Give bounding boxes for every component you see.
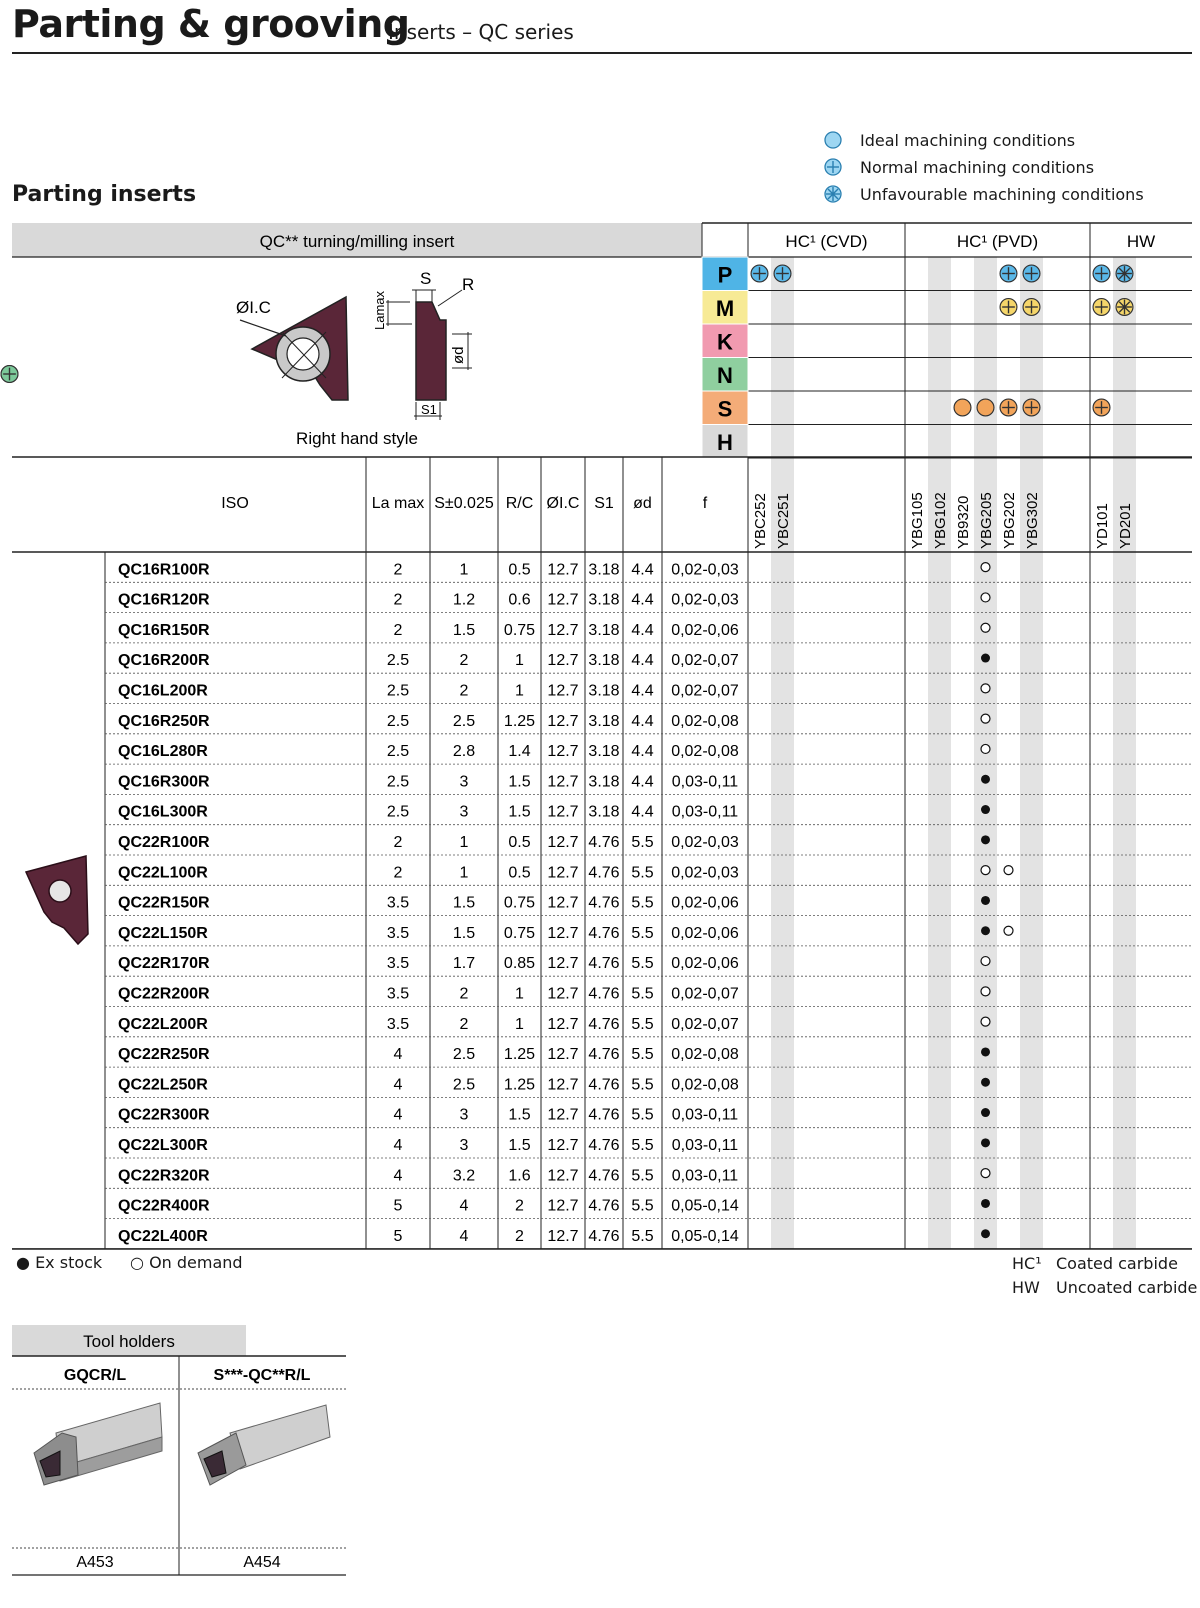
row-ic: 12.7 — [547, 894, 579, 912]
section-title: Parting inserts — [12, 182, 197, 207]
row-s1: 4.76 — [588, 834, 620, 851]
row-la: 5 — [393, 1197, 403, 1215]
row-s: 1.5 — [452, 894, 476, 912]
legend-normal-label: Normal machining conditions — [860, 157, 1095, 177]
row-la: 2.5 — [386, 682, 410, 700]
row-ic: 12.7 — [547, 834, 579, 851]
row-s1: 3.18 — [588, 773, 620, 791]
material-letter-M: M — [715, 296, 735, 321]
normal-condition-icon — [1000, 299, 1017, 316]
ex-stock-mark — [981, 896, 990, 905]
column-header-s: S±0.025 — [434, 495, 494, 512]
on-demand-mark — [1004, 866, 1013, 875]
row-od: 5.5 — [631, 1106, 654, 1124]
hw-desc: Uncoated carbide — [1056, 1278, 1198, 1297]
row-iso: QC22L300R — [118, 1137, 208, 1154]
row-ic: 12.7 — [547, 1197, 579, 1215]
ex-stock-mark — [981, 1199, 990, 1208]
row-f: 0,02-0,08 — [671, 1046, 739, 1064]
row-ic: 12.7 — [547, 1167, 579, 1185]
holder-1-name[interactable]: GQCR/L — [63, 1367, 127, 1384]
row-la: 2 — [393, 834, 403, 851]
row-rc: 1.5 — [508, 773, 531, 791]
row-rc: 0.5 — [508, 561, 531, 579]
legend-ideal-label: Ideal machining conditions — [860, 130, 1076, 150]
row-la: 2.5 — [386, 743, 410, 761]
on-demand-mark — [981, 563, 990, 572]
normal-condition-icon — [1023, 265, 1040, 282]
row-od: 5.5 — [631, 1197, 654, 1215]
row-iso: QC22L100R — [118, 864, 208, 882]
grade-column-shade — [1113, 257, 1136, 1249]
row-ic: 12.7 — [547, 591, 579, 609]
ic-leader — [240, 320, 286, 336]
row-f: 0,02-0,06 — [671, 924, 739, 942]
row-la: 4 — [393, 1137, 403, 1154]
row-s: 2.5 — [452, 1046, 476, 1064]
row-ic: 12.7 — [547, 864, 579, 882]
row-ic: 12.7 — [547, 773, 579, 791]
tool-holders-title: Tool holders — [83, 1332, 175, 1351]
material-letter-H: H — [717, 430, 733, 455]
row-s1: 4.76 — [588, 1197, 620, 1215]
unfav-condition-icon — [1116, 299, 1133, 316]
row-s1: 4.76 — [588, 985, 620, 1003]
row-s1: 4.76 — [588, 1227, 620, 1245]
row-iso: QC22R320R — [118, 1167, 210, 1185]
ideal-condition-icon — [954, 399, 971, 416]
row-s: 2.8 — [452, 743, 476, 761]
row-od: 4.4 — [631, 621, 654, 639]
row-iso: QC22R150R — [118, 894, 210, 912]
normal-condition-icon — [774, 265, 791, 282]
row-iso: QC22L200R — [118, 1015, 208, 1033]
row-s1: 3.18 — [588, 682, 620, 700]
diagram-label-ic: ØI.C — [236, 298, 271, 317]
row-s: 2 — [459, 985, 469, 1003]
row-la: 2 — [393, 591, 403, 609]
s-qc-holder-image — [198, 1405, 330, 1485]
row-f: 0,02-0,03 — [671, 864, 739, 882]
row-rc: 1 — [515, 652, 524, 670]
ex-stock-mark — [981, 805, 990, 814]
grade-label-ybg102: YBG102 — [932, 492, 949, 549]
row-f: 0,02-0,06 — [671, 621, 739, 639]
diagram-label-lamax: Lamax — [372, 290, 387, 330]
diagram-caption: Right hand style — [296, 429, 418, 448]
on-demand-label: On demand — [149, 1253, 243, 1272]
row-iso: QC22L250R — [118, 1076, 208, 1094]
gqcr-holder-image — [34, 1403, 162, 1485]
row-s: 1 — [459, 864, 469, 882]
normal-condition-icon — [1000, 265, 1017, 282]
grade-label-yb9320: YB9320 — [955, 495, 972, 549]
row-iso: QC22R100R — [118, 834, 210, 851]
row-f: 0,02-0,07 — [671, 1015, 739, 1033]
row-s: 4 — [459, 1197, 469, 1215]
on-demand-mark — [981, 623, 990, 632]
row-ic: 12.7 — [547, 1137, 579, 1154]
row-s1: 4.76 — [588, 1046, 620, 1064]
row-od: 5.5 — [631, 1015, 654, 1033]
row-iso: QC16L300R — [118, 803, 208, 821]
ex-stock-mark — [981, 926, 990, 935]
row-la: 4 — [393, 1167, 403, 1185]
row-ic: 12.7 — [547, 1046, 579, 1064]
on-demand-mark — [981, 987, 990, 996]
row-s1: 3.18 — [588, 712, 620, 730]
row-la: 3.5 — [386, 955, 410, 973]
normal-condition-icon — [1023, 299, 1040, 316]
row-s1: 4.76 — [588, 955, 620, 973]
group-label: HW — [1126, 232, 1156, 251]
on-demand-mark — [981, 866, 990, 875]
hc-desc: Coated carbide — [1056, 1254, 1178, 1273]
insert-side-shape — [416, 302, 446, 400]
column-header-od: ød — [633, 495, 652, 512]
normal-condition-icon — [1023, 399, 1040, 416]
row-f: 0,02-0,03 — [671, 561, 739, 579]
material-letter-K: K — [717, 329, 733, 355]
row-rc: 0.75 — [503, 621, 536, 639]
row-iso: QC16L280R — [118, 743, 208, 761]
row-rc: 0.85 — [503, 955, 536, 973]
row-iso: QC16L200R — [118, 682, 208, 700]
row-la: 3.5 — [386, 924, 410, 942]
row-od: 5.5 — [631, 1167, 654, 1185]
hc-code: HC¹ — [1012, 1254, 1042, 1273]
ex-stock-mark — [981, 1047, 990, 1056]
row-s: 3.2 — [452, 1167, 476, 1185]
row-f: 0,05-0,14 — [671, 1227, 739, 1245]
row-s1: 4.76 — [588, 1106, 620, 1124]
row-s1: 4.76 — [588, 864, 620, 882]
row-s: 1.2 — [452, 591, 476, 609]
grade-label-ybc252: YBC252 — [752, 493, 769, 549]
on-demand-mark — [981, 744, 990, 753]
tool-holders-panel — [0, 1325, 400, 1585]
row-s: 1 — [459, 834, 469, 851]
grade-label-yd101: YD101 — [1094, 503, 1111, 549]
row-f: 0,02-0,06 — [671, 955, 739, 973]
ex-stock-mark — [981, 835, 990, 844]
ex-stock-mark — [981, 1078, 990, 1087]
holder-1-page[interactable]: A453 — [76, 1554, 114, 1571]
row-f: 0,03-0,11 — [671, 1167, 739, 1185]
normal-condition-icon — [1, 366, 18, 383]
normal-condition-icon — [1093, 265, 1110, 282]
normal-condition-icon — [1093, 299, 1110, 316]
material-letter-S: S — [717, 396, 733, 422]
row-la: 2.5 — [386, 803, 410, 821]
row-s1: 3.18 — [588, 803, 620, 821]
row-s: 3 — [459, 773, 469, 791]
page-subtitle: Inserts – QC series — [388, 20, 574, 44]
row-f: 0,02-0,07 — [671, 985, 739, 1003]
row-ic: 12.7 — [547, 1015, 579, 1033]
row-rc: 2 — [515, 1227, 524, 1245]
on-demand-mark — [981, 1017, 990, 1026]
row-od: 5.5 — [631, 1137, 654, 1154]
row-od: 4.4 — [631, 561, 654, 579]
row-ic: 12.7 — [547, 985, 579, 1003]
row-ic: 12.7 — [547, 561, 579, 579]
row-s: 1 — [459, 561, 469, 579]
row-f: 0,02-0,08 — [671, 712, 739, 730]
row-la: 4 — [393, 1046, 403, 1064]
row-rc: 1.25 — [503, 712, 536, 730]
normal-condition-icon — [1093, 399, 1110, 416]
row-s1: 3.18 — [588, 591, 620, 609]
grade-label-ybg105: YBG105 — [909, 492, 926, 549]
on-demand-mark — [981, 593, 990, 602]
row-rc: 1.5 — [508, 803, 531, 821]
row-rc: 1.25 — [503, 1046, 536, 1064]
row-s: 4 — [459, 1227, 469, 1245]
row-s: 1.5 — [452, 621, 476, 639]
row-od: 5.5 — [631, 1227, 654, 1245]
row-la: 4 — [393, 1076, 403, 1094]
row-s1: 4.76 — [588, 1015, 620, 1033]
column-header-iso: ISO — [221, 495, 249, 512]
row-rc: 1.25 — [503, 1076, 536, 1094]
unfav-condition-icon — [1116, 265, 1133, 282]
row-ic: 12.7 — [547, 1106, 579, 1124]
row-rc: 0.6 — [508, 591, 531, 609]
row-od: 4.4 — [631, 773, 654, 791]
diagram-label-r: R — [462, 275, 475, 294]
column-header-rc: R/C — [505, 495, 534, 512]
row-rc: 1.4 — [508, 743, 531, 761]
grade-column-shade — [771, 257, 794, 1249]
row-la: 5 — [393, 1227, 403, 1245]
row-f: 0,02-0,08 — [671, 743, 739, 761]
row-od: 4.4 — [631, 712, 654, 730]
ex-stock-mark — [981, 1229, 990, 1238]
material-letter-P: P — [717, 262, 733, 288]
row-s: 3 — [459, 1137, 469, 1154]
row-f: 0,05-0,14 — [671, 1197, 739, 1215]
row-od: 4.4 — [631, 591, 654, 609]
diagram-label-s: S — [420, 269, 432, 288]
row-ic: 12.7 — [547, 924, 579, 942]
row-rc: 2 — [515, 1197, 524, 1215]
row-f: 0,02-0,07 — [671, 682, 739, 700]
row-iso: QC22R300R — [118, 1106, 210, 1124]
grade-label-yd201: YD201 — [1117, 503, 1134, 549]
row-iso: QC22R200R — [118, 985, 210, 1003]
row-od: 4.4 — [631, 803, 654, 821]
row-s1: 4.76 — [588, 1076, 620, 1094]
column-header-la: La max — [371, 495, 425, 512]
ex-stock-mark — [981, 1138, 990, 1147]
row-la: 2.5 — [386, 712, 410, 730]
row-s: 3 — [459, 1106, 469, 1124]
row-s1: 3.18 — [588, 652, 620, 670]
row-rc: 1.6 — [508, 1167, 531, 1185]
row-f: 0,03-0,11 — [671, 773, 739, 791]
row-la: 3.5 — [386, 894, 410, 912]
legend-unfav-label: Unfavourable machining conditions — [860, 184, 1144, 204]
row-od: 5.5 — [631, 894, 654, 912]
row-ic: 12.7 — [547, 712, 579, 730]
material-letter-N: N — [717, 363, 733, 388]
row-ic: 12.7 — [547, 682, 579, 700]
row-ic: 12.7 — [547, 803, 579, 821]
row-s1: 4.76 — [588, 1137, 620, 1154]
row-od: 5.5 — [631, 955, 654, 973]
row-od: 5.5 — [631, 985, 654, 1003]
grade-column-shade — [928, 257, 951, 1249]
row-iso: QC16R300R — [118, 773, 210, 791]
on-demand-mark — [981, 1169, 990, 1178]
row-rc: 1.5 — [508, 1137, 531, 1154]
row-s1: 3.18 — [588, 621, 620, 639]
normal-condition-icon — [1000, 399, 1017, 416]
row-od: 5.5 — [631, 1046, 654, 1064]
row-la: 2 — [393, 864, 403, 882]
row-rc: 1 — [515, 682, 524, 700]
row-la: 2.5 — [386, 652, 410, 670]
row-iso: QC16R200R — [118, 652, 210, 670]
row-iso: QC16R100R — [118, 561, 210, 579]
r-leader — [438, 290, 462, 306]
grade-label-ybg205: YBG205 — [978, 492, 995, 549]
column-header-s1: S1 — [594, 495, 614, 512]
row-od: 5.5 — [631, 924, 654, 942]
row-rc: 0.5 — [508, 834, 531, 851]
row-rc: 0.75 — [503, 894, 536, 912]
row-rc: 0.75 — [503, 924, 536, 942]
row-od: 4.4 — [631, 652, 654, 670]
on-demand-icon: ○ — [130, 1253, 144, 1272]
on-demand-legend — [130, 1253, 243, 1272]
row-la: 2 — [393, 561, 403, 579]
row-rc: 1 — [515, 985, 524, 1003]
row-rc: 1.5 — [508, 1106, 531, 1124]
row-iso: QC16R250R — [118, 712, 210, 730]
page-title: Parting & grooving — [12, 2, 410, 46]
row-f: 0,02-0,03 — [671, 591, 739, 609]
row-f: 0,03-0,11 — [671, 1137, 739, 1154]
hw-code: HW — [1012, 1278, 1040, 1297]
row-s1: 4.76 — [588, 1167, 620, 1185]
row-od: 4.4 — [631, 743, 654, 761]
row-la: 4 — [393, 1106, 403, 1124]
row-rc: 1 — [515, 1015, 524, 1033]
stock-legend — [16, 1253, 102, 1272]
insert-product-image — [26, 856, 88, 944]
ex-stock-icon: ● — [16, 1253, 30, 1272]
row-iso: QC22L150R — [118, 924, 208, 942]
holder-2-page[interactable]: A454 — [243, 1554, 281, 1571]
row-s1: 3.18 — [588, 743, 620, 761]
insert-header-label: QC** turning/milling insert — [259, 232, 455, 251]
row-ic: 12.7 — [547, 955, 579, 973]
row-s: 3 — [459, 803, 469, 821]
grade-label-ybg302: YBG302 — [1024, 492, 1041, 549]
row-iso: QC22R250R — [118, 1046, 210, 1064]
on-demand-mark — [1004, 926, 1013, 935]
row-f: 0,02-0,03 — [671, 834, 739, 851]
row-iso: QC22L400R — [118, 1227, 208, 1245]
row-od: 4.4 — [631, 682, 654, 700]
row-rc: 0.5 — [508, 864, 531, 882]
row-iso: QC22R400R — [118, 1197, 210, 1215]
grade-label-ybc251: YBC251 — [775, 493, 792, 549]
row-s: 1.5 — [452, 924, 476, 942]
row-iso: QC16R150R — [118, 621, 210, 639]
on-demand-mark — [981, 957, 990, 966]
group-label: HC¹ (CVD) — [785, 232, 868, 251]
normal-condition-icon — [751, 265, 768, 282]
diagram-label-s1: S1 — [421, 402, 437, 417]
diagram-label-od: ød — [450, 346, 467, 364]
row-s: 2 — [459, 652, 469, 670]
row-f: 0,02-0,06 — [671, 894, 739, 912]
row-iso: QC16R120R — [118, 591, 210, 609]
row-iso: QC22R170R — [118, 955, 210, 973]
ex-stock-label: Ex stock — [35, 1253, 103, 1272]
row-s: 2.5 — [452, 1076, 476, 1094]
row-la: 3.5 — [386, 1015, 410, 1033]
row-f: 0,02-0,08 — [671, 1076, 739, 1094]
group-label: HC¹ (PVD) — [956, 232, 1039, 251]
ex-stock-mark — [981, 654, 990, 663]
row-ic: 12.7 — [547, 1076, 579, 1094]
row-f: 0,02-0,07 — [671, 652, 739, 670]
row-od: 5.5 — [631, 864, 654, 882]
row-f: 0,03-0,11 — [671, 803, 739, 821]
row-s1: 3.18 — [588, 561, 620, 579]
row-la: 2 — [393, 621, 403, 639]
row-la: 2.5 — [386, 773, 410, 791]
column-header-ic: ØI.C — [546, 495, 580, 512]
row-s1: 4.76 — [588, 924, 620, 942]
row-s: 2 — [459, 682, 469, 700]
row-ic: 12.7 — [547, 652, 579, 670]
row-s: 1.7 — [452, 955, 476, 973]
row-la: 3.5 — [386, 985, 410, 1003]
on-demand-mark — [981, 714, 990, 723]
grade-label-ybg202: YBG202 — [1001, 492, 1018, 549]
ex-stock-mark — [981, 775, 990, 784]
row-od: 5.5 — [631, 1076, 654, 1094]
ideal-condition-icon — [977, 399, 994, 416]
row-s: 2 — [459, 1015, 469, 1033]
row-od: 5.5 — [631, 834, 654, 851]
row-ic: 12.7 — [547, 743, 579, 761]
row-ic: 12.7 — [547, 1227, 579, 1245]
row-s1: 4.76 — [588, 894, 620, 912]
row-f: 0,03-0,11 — [671, 1106, 739, 1124]
column-header-f: f — [702, 495, 708, 512]
insert-diagram — [236, 269, 474, 448]
holder-2-name[interactable]: S***-QC**R/L — [213, 1367, 311, 1384]
ex-stock-mark — [981, 1108, 990, 1117]
row-s: 2.5 — [452, 712, 476, 730]
row-ic: 12.7 — [547, 621, 579, 639]
on-demand-mark — [981, 684, 990, 693]
